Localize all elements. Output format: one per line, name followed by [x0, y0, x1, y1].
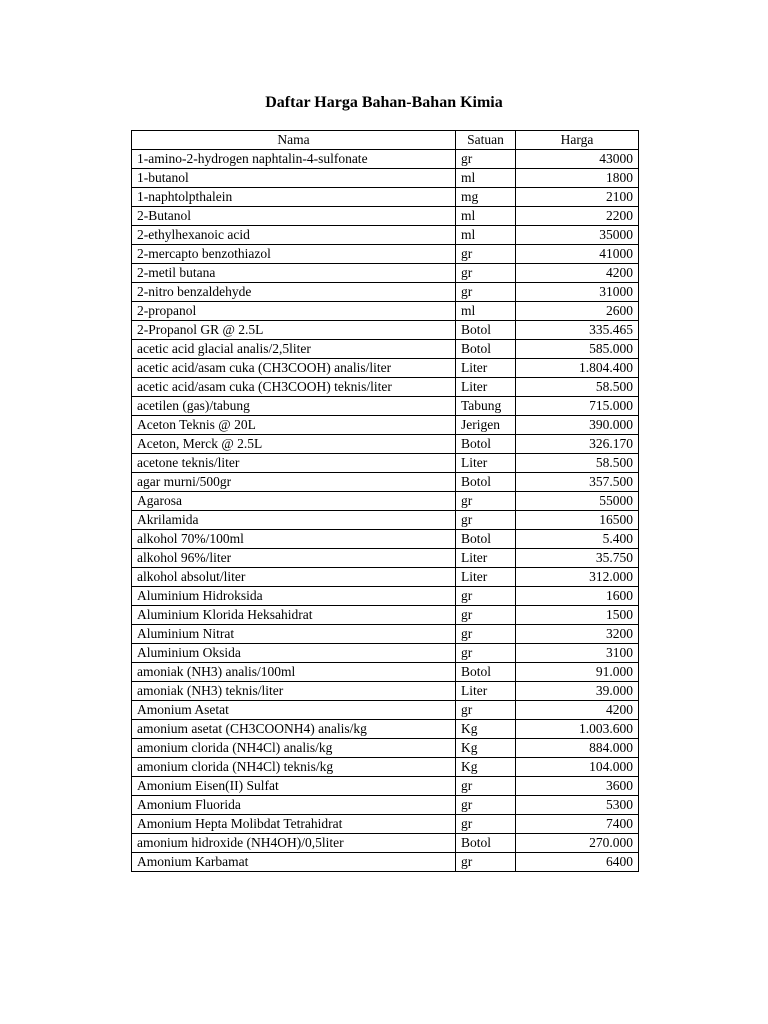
cell-nama: Aluminium Nitrat — [132, 625, 456, 644]
cell-satuan: gr — [456, 606, 516, 625]
cell-nama: Amonium Fluorida — [132, 796, 456, 815]
table-row — [132, 473, 639, 492]
table-row — [132, 150, 639, 169]
cell-nama: alkohol absolut/liter — [132, 568, 456, 587]
cell-harga: 2600 — [516, 302, 639, 321]
table-row — [132, 207, 639, 226]
table-row — [132, 606, 639, 625]
cell-satuan: Tabung — [456, 397, 516, 416]
cell-harga: 326.170 — [516, 435, 639, 454]
cell-harga: 58.500 — [516, 378, 639, 397]
table-row — [132, 169, 639, 188]
cell-nama: Akrilamida — [132, 511, 456, 530]
cell-harga: 7400 — [516, 815, 639, 834]
cell-satuan: Botol — [456, 663, 516, 682]
cell-nama: Aceton, Merck @ 2.5L — [132, 435, 456, 454]
table-row — [132, 739, 639, 758]
table-row — [132, 283, 639, 302]
cell-satuan: Liter — [456, 454, 516, 473]
cell-harga: 270.000 — [516, 834, 639, 853]
cell-harga: 1600 — [516, 587, 639, 606]
cell-satuan: Botol — [456, 321, 516, 340]
cell-satuan: ml — [456, 207, 516, 226]
cell-satuan: Liter — [456, 378, 516, 397]
cell-satuan: gr — [456, 264, 516, 283]
table-row — [132, 815, 639, 834]
table-row — [132, 530, 639, 549]
table-row — [132, 834, 639, 853]
table-row — [132, 720, 639, 739]
cell-harga: 5.400 — [516, 530, 639, 549]
cell-harga: 1.804.400 — [516, 359, 639, 378]
table-row — [132, 796, 639, 815]
cell-harga: 35.750 — [516, 549, 639, 568]
cell-harga: 3100 — [516, 644, 639, 663]
cell-nama: 1-amino-2-hydrogen naphtalin-4-sulfonate — [132, 150, 456, 169]
cell-satuan: Botol — [456, 435, 516, 454]
table-row — [132, 682, 639, 701]
table-row — [132, 416, 639, 435]
table-header-row — [132, 131, 639, 150]
cell-harga: 335.465 — [516, 321, 639, 340]
table-row — [132, 397, 639, 416]
cell-satuan: gr — [456, 283, 516, 302]
table-row — [132, 321, 639, 340]
table-row — [132, 758, 639, 777]
cell-nama: 2-propanol — [132, 302, 456, 321]
cell-harga: 1800 — [516, 169, 639, 188]
table-row — [132, 511, 639, 530]
cell-satuan: Liter — [456, 549, 516, 568]
cell-harga: 39.000 — [516, 682, 639, 701]
cell-harga: 1500 — [516, 606, 639, 625]
cell-satuan: Kg — [456, 758, 516, 777]
table-row — [132, 264, 639, 283]
cell-nama: acetic acid/asam cuka (CH3COOH) analis/liter — [132, 359, 456, 378]
cell-harga: 43000 — [516, 150, 639, 169]
cell-harga: 884.000 — [516, 739, 639, 758]
cell-nama: amonium asetat (CH3COONH4) analis/kg — [132, 720, 456, 739]
cell-harga: 585.000 — [516, 340, 639, 359]
cell-nama: amonium clorida (NH4Cl) teknis/kg — [132, 758, 456, 777]
cell-satuan: gr — [456, 777, 516, 796]
table-row — [132, 663, 639, 682]
cell-nama: 2-metil butana — [132, 264, 456, 283]
cell-satuan: gr — [456, 815, 516, 834]
cell-satuan: ml — [456, 302, 516, 321]
cell-harga: 2200 — [516, 207, 639, 226]
table-row — [132, 644, 639, 663]
cell-harga: 5300 — [516, 796, 639, 815]
cell-satuan: Botol — [456, 340, 516, 359]
table-row — [132, 492, 639, 511]
cell-satuan: ml — [456, 169, 516, 188]
table-row — [132, 359, 639, 378]
column-header-harga: Harga — [516, 131, 639, 150]
cell-satuan: gr — [456, 150, 516, 169]
cell-harga: 357.500 — [516, 473, 639, 492]
cell-nama: Aceton Teknis @ 20L — [132, 416, 456, 435]
cell-harga: 4200 — [516, 701, 639, 720]
cell-nama: acetone teknis/liter — [132, 454, 456, 473]
cell-nama: 2-nitro benzaldehyde — [132, 283, 456, 302]
table-row — [132, 701, 639, 720]
cell-nama: alkohol 70%/100ml — [132, 530, 456, 549]
cell-satuan: gr — [456, 245, 516, 264]
cell-nama: amonium hidroxide (NH4OH)/0,5liter — [132, 834, 456, 853]
cell-harga: 3200 — [516, 625, 639, 644]
cell-harga: 312.000 — [516, 568, 639, 587]
table-row — [132, 625, 639, 644]
cell-nama: 2-ethylhexanoic acid — [132, 226, 456, 245]
cell-harga: 16500 — [516, 511, 639, 530]
cell-nama: Aluminium Oksida — [132, 644, 456, 663]
cell-nama: Agarosa — [132, 492, 456, 511]
column-header-satuan: Satuan — [456, 131, 516, 150]
cell-satuan: Kg — [456, 739, 516, 758]
cell-nama: Amonium Eisen(II) Sulfat — [132, 777, 456, 796]
cell-satuan: Liter — [456, 359, 516, 378]
cell-satuan: mg — [456, 188, 516, 207]
table-row — [132, 853, 639, 872]
cell-nama: acetilen (gas)/tabung — [132, 397, 456, 416]
cell-nama: amoniak (NH3) teknis/liter — [132, 682, 456, 701]
cell-harga: 715.000 — [516, 397, 639, 416]
cell-harga: 31000 — [516, 283, 639, 302]
cell-nama: 2-Propanol GR @ 2.5L — [132, 321, 456, 340]
cell-harga: 3600 — [516, 777, 639, 796]
cell-satuan: gr — [456, 644, 516, 663]
page-title: Daftar Harga Bahan-Bahan Kimia — [265, 94, 503, 111]
cell-nama: Aluminium Hidroksida — [132, 587, 456, 606]
cell-nama: amoniak (NH3) analis/100ml — [132, 663, 456, 682]
cell-harga: 55000 — [516, 492, 639, 511]
cell-nama: Amonium Hepta Molibdat Tetrahidrat — [132, 815, 456, 834]
cell-satuan: Kg — [456, 720, 516, 739]
table-row — [132, 245, 639, 264]
table-row — [132, 587, 639, 606]
cell-nama: amonium clorida (NH4Cl) analis/kg — [132, 739, 456, 758]
table-row — [132, 454, 639, 473]
cell-satuan: gr — [456, 511, 516, 530]
cell-satuan: gr — [456, 492, 516, 511]
cell-nama: 1-naphtolpthalein — [132, 188, 456, 207]
table-row — [132, 549, 639, 568]
cell-satuan: Botol — [456, 530, 516, 549]
cell-satuan: Liter — [456, 682, 516, 701]
cell-harga: 6400 — [516, 853, 639, 872]
table-row — [132, 435, 639, 454]
cell-nama: Amonium Karbamat — [132, 853, 456, 872]
cell-satuan: gr — [456, 796, 516, 815]
cell-satuan: gr — [456, 701, 516, 720]
cell-satuan: gr — [456, 625, 516, 644]
column-header-nama: Nama — [132, 131, 456, 150]
cell-nama: agar murni/500gr — [132, 473, 456, 492]
cell-satuan: Jerigen — [456, 416, 516, 435]
cell-harga: 1.003.600 — [516, 720, 639, 739]
table-row — [132, 777, 639, 796]
cell-harga: 104.000 — [516, 758, 639, 777]
table-row — [132, 226, 639, 245]
cell-nama: Amonium Asetat — [132, 701, 456, 720]
table-row — [132, 568, 639, 587]
cell-satuan: gr — [456, 853, 516, 872]
cell-harga: 35000 — [516, 226, 639, 245]
cell-harga: 91.000 — [516, 663, 639, 682]
cell-nama: acetic acid/asam cuka (CH3COOH) teknis/liter — [132, 378, 456, 397]
cell-nama: alkohol 96%/liter — [132, 549, 456, 568]
cell-satuan: Liter — [456, 568, 516, 587]
price-table — [131, 130, 639, 872]
cell-nama: 2-mercapto benzothiazol — [132, 245, 456, 264]
cell-harga: 4200 — [516, 264, 639, 283]
table-row — [132, 188, 639, 207]
cell-nama: Aluminium Klorida Heksahidrat — [132, 606, 456, 625]
cell-harga: 2100 — [516, 188, 639, 207]
cell-nama: acetic acid glacial analis/2,5liter — [132, 340, 456, 359]
table-row — [132, 340, 639, 359]
cell-satuan: Botol — [456, 834, 516, 853]
cell-satuan: gr — [456, 587, 516, 606]
cell-satuan: ml — [456, 226, 516, 245]
table-body — [132, 150, 639, 872]
cell-nama: 2-Butanol — [132, 207, 456, 226]
table-row — [132, 302, 639, 321]
cell-satuan: Botol — [456, 473, 516, 492]
cell-harga: 58.500 — [516, 454, 639, 473]
cell-nama: 1-butanol — [132, 169, 456, 188]
cell-harga: 41000 — [516, 245, 639, 264]
table-row — [132, 378, 639, 397]
cell-harga: 390.000 — [516, 416, 639, 435]
